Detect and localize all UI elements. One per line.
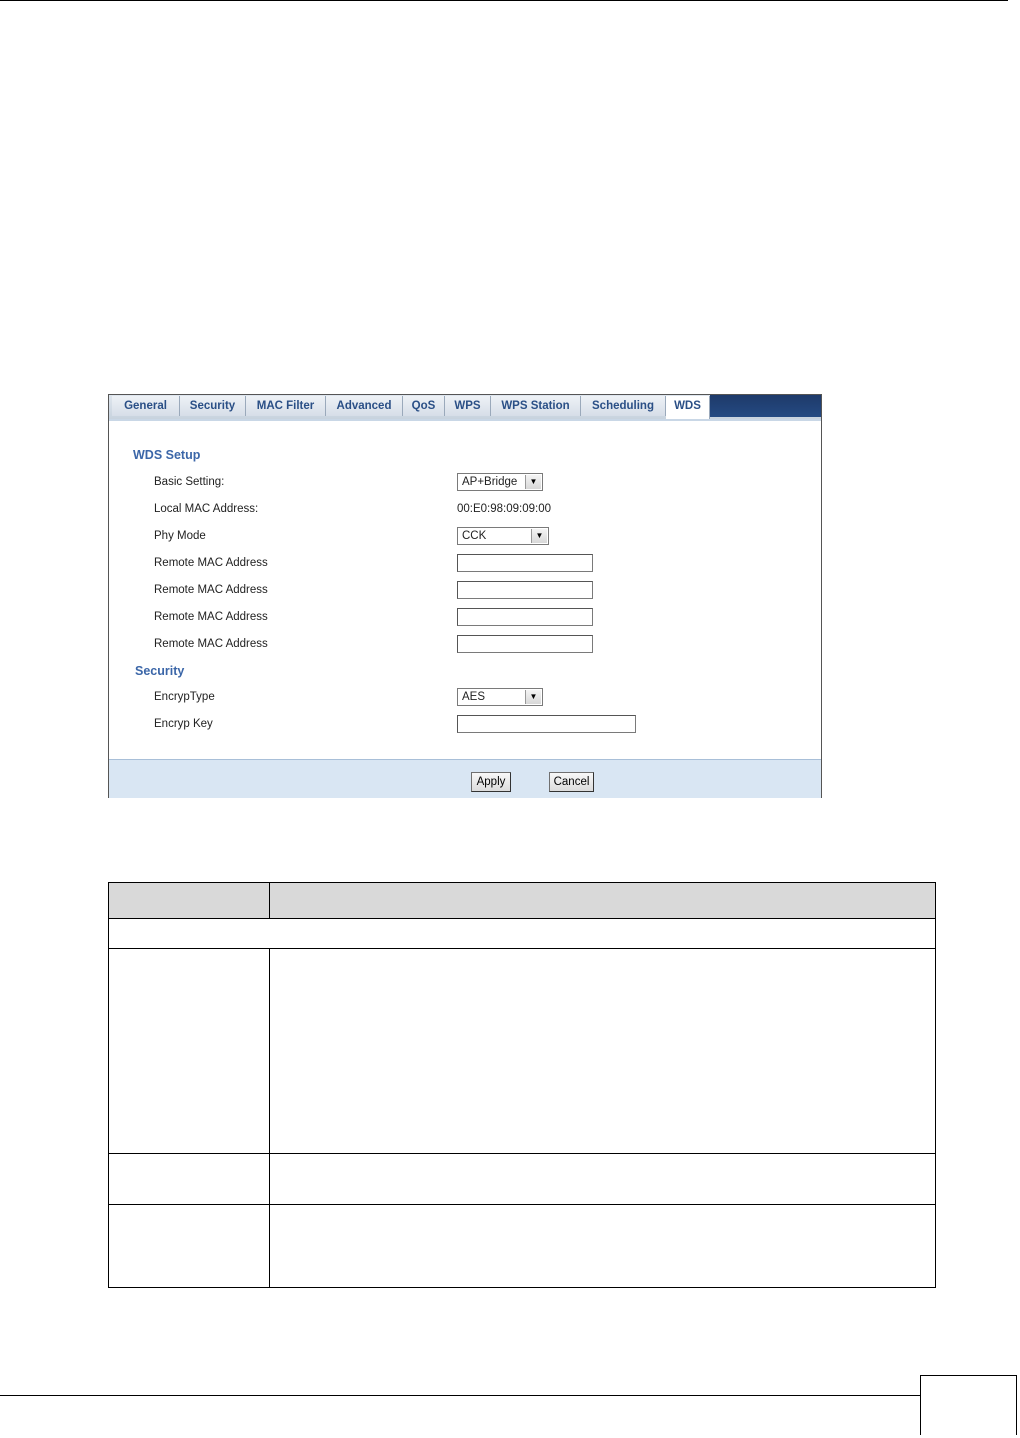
table-divider <box>109 1204 935 1205</box>
remote-mac-input-1[interactable] <box>457 554 593 572</box>
tab-security[interactable]: Security <box>180 396 246 416</box>
tab-bar-filler <box>710 395 821 417</box>
tab-general[interactable]: General <box>112 396 180 416</box>
apply-button[interactable]: Apply <box>471 772 511 792</box>
tab-advanced[interactable]: Advanced <box>326 396 403 416</box>
tab-wps[interactable]: WPS <box>445 396 491 416</box>
basic-setting-value: AP+Bridge <box>462 476 518 488</box>
security-title: Security <box>135 664 185 678</box>
phy-mode-select[interactable] <box>457 527 549 545</box>
tab-bar <box>109 395 821 421</box>
tab-scheduling[interactable]: Scheduling <box>581 396 666 416</box>
local-mac-value: 00:E0:98:09:09:00 <box>457 503 551 515</box>
remote-mac-input-3[interactable] <box>457 608 593 626</box>
chevron-down-icon: ▼ <box>525 475 541 489</box>
table-divider <box>269 883 270 919</box>
chevron-down-icon: ▼ <box>531 529 547 543</box>
encryp-type-value: AES <box>462 691 486 703</box>
remote-mac-input-2[interactable] <box>457 581 593 599</box>
encryp-key-label: Encryp Key <box>154 718 213 730</box>
table-divider <box>109 1153 935 1154</box>
basic-setting-label: Basic Setting: <box>154 476 225 488</box>
basic-setting-select[interactable] <box>457 473 543 491</box>
remote-mac-label-4: Remote MAC Address <box>154 638 268 650</box>
encryp-type-select[interactable] <box>457 688 543 706</box>
chevron-down-icon: ▼ <box>525 690 541 704</box>
table-divider <box>269 949 270 1287</box>
tab-mac-filter[interactable]: MAC Filter <box>246 396 326 416</box>
phy-mode-value: CCK <box>462 530 487 542</box>
tab-wps-station[interactable]: WPS Station <box>491 396 581 416</box>
page-bottom-rule <box>0 1395 920 1396</box>
remote-mac-input-4[interactable] <box>457 635 593 653</box>
description-table <box>108 882 936 1288</box>
page-top-rule <box>0 0 1008 1</box>
tab-wds[interactable]: WDS <box>666 396 710 419</box>
table-header-row <box>109 883 935 919</box>
phy-mode-label: Phy Mode <box>154 530 206 542</box>
remote-mac-label-1: Remote MAC Address <box>154 557 268 569</box>
page-number-box <box>920 1375 1017 1435</box>
wds-setup-title: WDS Setup <box>133 448 201 462</box>
button-bar <box>109 759 821 798</box>
tab-qos[interactable]: QoS <box>403 396 445 416</box>
encryp-key-input[interactable] <box>457 715 636 733</box>
table-divider <box>109 948 935 949</box>
cancel-button[interactable]: Cancel <box>549 772 594 792</box>
wds-settings-panel <box>108 394 822 798</box>
remote-mac-label-2: Remote MAC Address <box>154 584 268 596</box>
encryp-type-label: EncrypType <box>154 691 215 703</box>
local-mac-label: Local MAC Address: <box>154 503 259 515</box>
remote-mac-label-3: Remote MAC Address <box>154 611 268 623</box>
